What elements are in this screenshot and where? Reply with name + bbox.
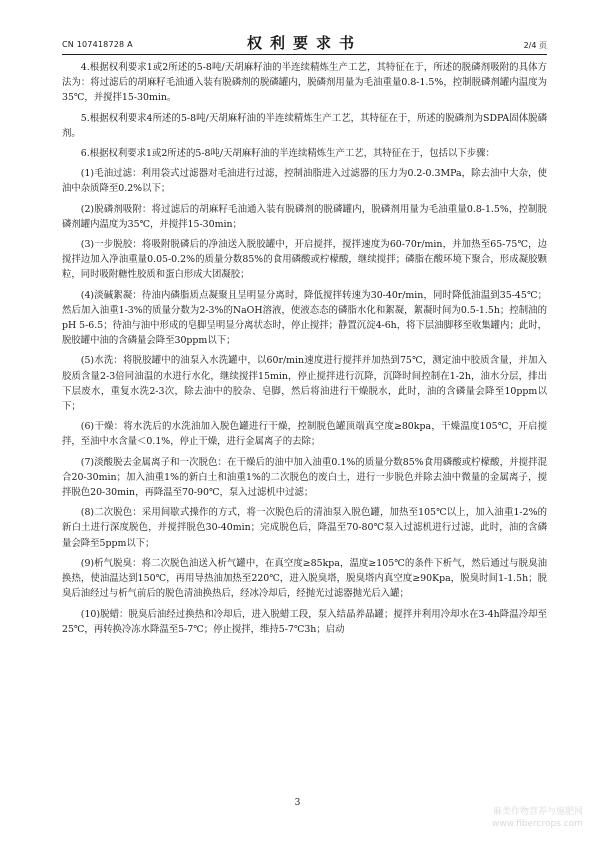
step-4: (4)淡碱絮凝：待油内磷脂质点凝聚且呈明显分离时，降低搅拌转速为30-40r/min，同时降低油温到35-45℃；然后加入油重1-3%的质量分数为2-3%的NaOH溶液，使液态态的磷脂水化和絮凝，絮凝时间为0.5-1.5h；控制油的pH 5-6.5；待油与油中形成的皂脚呈明显分离状态时，停止搅拌；静置沉淀4-6h，将下层油脚移至收集罐内；此时，脱胶罐中油的含磷量会降至30ppm以下； [62, 289, 547, 347]
document-number: CN 107418728 A [62, 40, 133, 49]
page-count: 2/4 页 [523, 41, 547, 50]
step-1: (1)毛油过滤：利用袋式过滤器对毛油进行过滤，控制油脂进入过滤器的压力为0.2-0.3MPa，除去油中大杂，使油中杂质降至0.2%以下； [62, 168, 547, 195]
page-header [62, 28, 547, 52]
step-10: (10)脱蜡：脱臭后油经过换热和冷却后，进入脱蜡工段，泵入结晶养晶罐；搅拌并利用冷却水在3-4h降温冷却至25℃，再转换冷冻水降温至5-7℃；停止搅拌，维持5-7℃3h；启动 [62, 608, 547, 635]
step-3: (3)一步脱胶：将吸附脱磷后的净油送入脱胶罐中，开启搅拌，搅拌速度为60-70r/min，并加热至65-75℃，边搅拌边加入净油重量0.05-0.2%的质量分数85%的食用磷酸或柠檬酸，继续搅拌；磷脂在酸环境下聚合，形成凝胶颗粒，同时吸附糖性胶质和蛋白形成大团凝胶； [62, 239, 547, 281]
claim-6: 6.根据权利要求1或2所述的5-8吨/天胡麻籽油的半连续精炼生产工艺，其特征在于，包括以下步骤： [80, 148, 495, 160]
watermark-url: www.fibercrops.com [492, 819, 583, 829]
claims-body [62, 60, 547, 642]
step-6: (6)干燥：将水洗后的水洗油加入脱色罐进行干燥，控制脱色罐顶端真空度≥80kpa，干燥温度105℃，开启搅拌，至油中水含量＜0.1%，停止干燥，进行金属离子的去除； [62, 421, 547, 448]
page-title: 权利要求书 [246, 34, 362, 52]
step-9: (9)析气脱臭：将二次脱色油送入析气罐中，在真空度≥85kpa，温度≥105℃的条件下析气，然后通过与脱臭油换热，使油温达到150℃，再用导热油加热至220℃，进入脱臭塔，脱臭塔内真空度≥90Kpa，脱臭时间1-1.5h；脱臭后油经过与析气前后的脱色清油换热后，经冰冷却后，经抛光过滤器抛光后入罐； [62, 557, 547, 600]
claim-5: 5.根据权利要求4所述的5-8吨/天胡麻籽油的半连续精炼生产工艺，其特征在于，所述的脱磷剂为SDPA固体脱磷剂。 [62, 112, 547, 139]
step-2: (2)脱磷剂吸附：将过滤后的胡麻籽毛油通入装有脱磷剂的脱磷罐内，脱磷剂用量为毛油重量0.8-1.5%，控制脱磷剂罐内温度为35℃，并搅拌15-30min； [62, 203, 547, 230]
watermark-title: 麻类作物营养与施肥网 [492, 807, 583, 817]
header-divider [62, 54, 547, 55]
step-7: (7)淡酸脱去金属离子和一次脱色：在干燥后的油中加入油重0.1%的质量分数85%食用磷酸或柠檬酸，并搅拌混合20-30min；加入油重1%的新白土和油重1%的二次脱色的废白土，进行一步脱色并除去油中微量的金属离子，搅拌脱色20-30min，再降温至70-90℃，泵入过滤机中过滤； [62, 456, 547, 499]
page-number: 3 [294, 798, 301, 808]
step-8: (8)二次脱色：采用间歇式操作的方式，将一次脱色后的清油泵入脱色罐，加热至105℃以上，加入油重1-2%的新白土进行深度脱色，并搅拌脱色30-40min；完成脱色后，降温至70-80℃泵入过滤机进行过滤，此时，油的含磷量会降至5ppm以下； [62, 507, 547, 549]
step-5: (5)水洗：将脱胶罐中的油泵入水洗罐中，以60r/min速度进行搅拌并加热到75℃，测定油中胶质含量，并加入胶质含量2-3倍同油温的水进行水化，继续搅拌15min，停止搅拌进行沉降，沉降时间控制在1-2h，油水分层，排出下层废水，重复水洗2-3次，除去油中的胶杂、皂脚，然后将油进行干燥脱水，此时，油的含磷量会降至10ppm以下； [62, 355, 547, 413]
claim-4: 4.根据权利要求1或2所述的5-8吨/天胡麻籽油的半连续精炼生产工艺，其特征在于，所述的脱磷剂吸附的具体方法为：将过滤后的胡麻籽毛油通入装有脱磷剂的脱磷罐内，脱磷剂用量为毛油重量0.8-1.5%，控制脱磷剂罐内温度为35℃，并搅拌15-30min。 [62, 62, 547, 104]
site-watermark [492, 806, 583, 830]
